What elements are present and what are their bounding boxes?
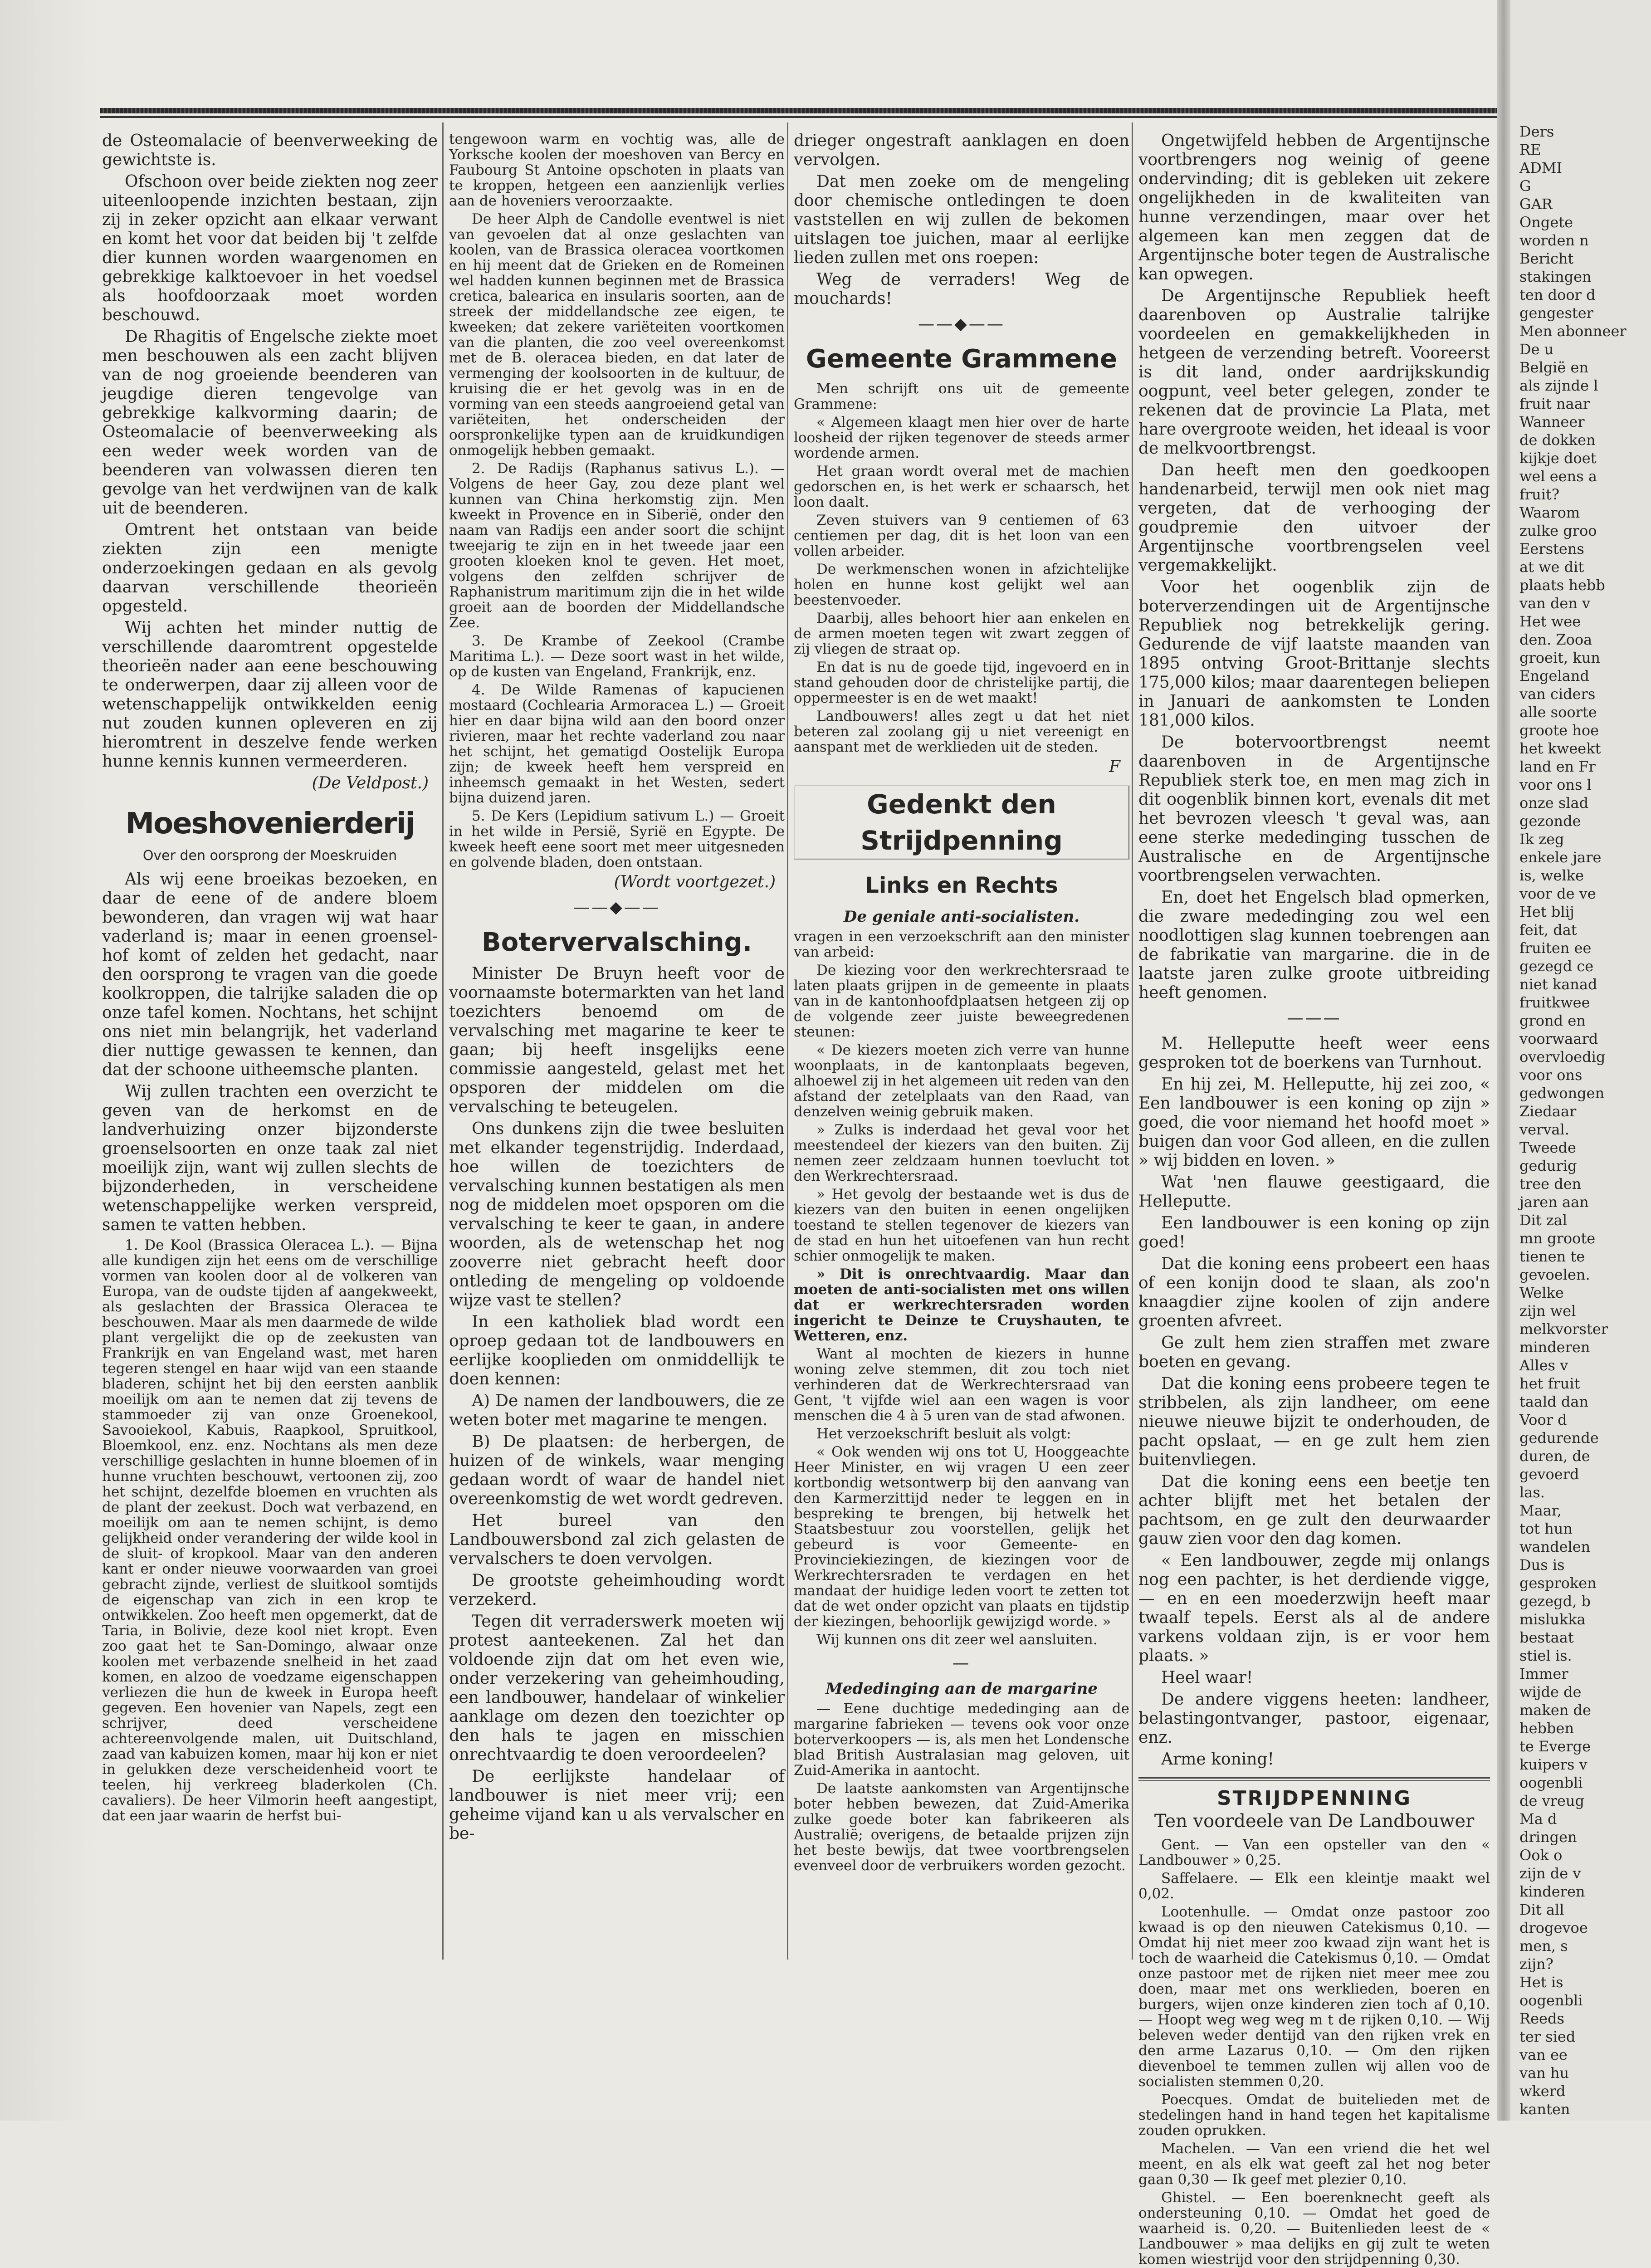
next-page-fragment: enkele jare <box>1519 849 1602 866</box>
column-divider <box>442 122 444 1960</box>
next-page-fragment: voor ons l <box>1519 776 1592 793</box>
next-page-fragment: alle soorte <box>1519 704 1597 721</box>
article-heading: Botervervalsching. <box>482 928 752 957</box>
paragraph: In een katholiek blad wordt een oproep gedaan tot de landbouwers en eerlijke kooplieden om onmiddellijk te doen kennen: <box>449 1313 785 1388</box>
page-spine <box>1497 0 1510 2121</box>
next-page-fragment: Ook o <box>1519 1847 1563 1864</box>
next-page-fragment: Welke <box>1519 1284 1564 1301</box>
donation-entry: Lootenhulle. — Omdat onze pastoor zoo kwaad is op den nieuwen Catekismus 0,10. — Omdat hij niet meer zoo kwaad zijn want het is toch de waarheid die Catekismus 0,10. — Omdat onze pastoor met de rijken niet meer mee zou doen, maar met ons werklieden, boeren en burgers, wijen onze kinderen zien toch af 0,10. — Hoopt weg weg weg m t de rijken 0,10. — Wij beleven weder dentijd van den rijken vrek en den arme Lazarus 0,10. — Om den rijken dievenboel te temmen zullen wij allen voo de socialisten stemmen 0,20. <box>1138 1904 1490 2090</box>
next-page-fragment: Immer <box>1519 1665 1568 1682</box>
paragraph: 5. De Kers (Lepidium sativum L.) — Groeit in het wilde in Persië, Syrië en Egypte. De kweek heeft eene soort met meer uitgesneden en golvende bladen, doen ontstaan. <box>449 808 785 870</box>
paragraph: De kiezing voor den werkrechtersraad te laten plaats grijpen in de gemeente in plaats van in de kantonhoofdplaatsen hetgeen zij op de volgende zeer juiste beweegredenen steunen: <box>794 962 1129 1040</box>
paragraph: En, doet het Engelsch blad opmerken, die zware mededinging zou wel een noodlottigen slag kunnen toebrengen aan de fabrikatie van margarine. die in de laatste jaren zulke groote uitbreiding heeft genomen. <box>1138 888 1490 1002</box>
next-page-fragment: zijn? <box>1519 1955 1553 1973</box>
separator: ——— <box>1287 1009 1342 1027</box>
article-heading: Links en Rechts <box>865 873 1058 898</box>
paragraph: Voor het oogenblik zijn de boterverzendingen uit de Argentijnsche Republiek nog betrekkelijk gering. Gedurende de vijf laatste maanden van 1895 ontving Groot-Brittanje slechts 175,000 kilos; maar daarentegen beliepen in Januari de aankomsten te Londen 181,000 kilos. <box>1138 578 1490 730</box>
next-page-fragment: land en Fr <box>1519 758 1596 775</box>
paragraph: « De kiezers moeten zich verre van hunne woonplaats, in de kantonplaats begeven, alhoewel zij in het algemeen uit reden van den afstand der zetelplaats van den Raad, van denzelven weinig gebruik maken. <box>794 1042 1129 1120</box>
next-page-fragment: Waarom <box>1519 504 1580 521</box>
next-page-fragment: ADMI <box>1519 159 1563 176</box>
paragraph: Als wij eene broeikas bezoeken, en daar de eene of de andere bloem bewonderen, dan vragen wij wat haar vaderland is; maar in eenen groensel-hof komt of zelden het gedacht, naar den oorsprong te vragen van die goede koolkroppen, die talrijke saladen die op onze tafel komen. Nochtans, het schijnt ons niet min belangrijk, het vaderland dier nuttige gewassen te kennen, dan dat der schoone uitheemsche planten. <box>102 870 438 1079</box>
next-page-fragment: RE <box>1519 141 1541 158</box>
donation-entry: Poecques. Omdat de buitelieden met de stedelingen hand in hand tegen het kapitalisme zouden oprukken. <box>1138 2092 1490 2139</box>
next-page-fragment: Ziedaar <box>1519 1103 1577 1120</box>
paragraph: « Algemeen klaagt men hier over de harte loosheid der rijken tegenover de steeds armer wordende armen. <box>794 414 1129 461</box>
next-page-fragment: plaats hebb <box>1519 577 1605 594</box>
next-page-fragment: Reeds <box>1519 2010 1564 2027</box>
paragraph: De grootste geheimhouding wordt verzekerd. <box>449 1571 785 1609</box>
next-page-fragment: Alles v <box>1519 1357 1568 1374</box>
top-rule-thin <box>100 116 1501 118</box>
paragraph: 3. De Krambe of Zeekool (Crambe Maritima L.). — Deze soort wast in het wilde, op de kusten van Engeland, Frankrijk, enz. <box>449 633 785 680</box>
next-page-fragment: de dokken <box>1519 431 1596 449</box>
paragraph: Dan heeft men den goedkoopen handenarbeid, terwijl men ook niet mag vergeten, dat de verhooging der goudpremie den uitvoer der Argentijnsche voortbrengselen veel vergemakkelijkt. <box>1138 461 1490 575</box>
next-page-fragment: gengester <box>1519 304 1593 322</box>
source-credit: (De Veldpost.) <box>312 774 429 792</box>
next-page-fragment: stakingen <box>1519 268 1592 285</box>
next-page-fragment: onze slad <box>1519 794 1589 811</box>
paragraph: Dat die koning eens probeere tegen te stribbelen, als zijn landheer, om eene nieuwe nieuwe bijzit te onderhouden, de pacht opslaat, — en ge zult hem zien buitenvliegen. <box>1138 1374 1490 1469</box>
next-page-fragment: Ma d <box>1519 1810 1557 1828</box>
next-page-fragment: tot hun <box>1519 1520 1573 1537</box>
next-page-fragment: Men abonneer <box>1519 323 1627 340</box>
next-page-fragment: zijn wel <box>1519 1302 1576 1320</box>
next-page-fragment: gezegd ce <box>1519 958 1594 975</box>
next-page-fragment: kinderen <box>1519 1883 1585 1900</box>
paragraph: Het verzoekschrift besluit als volgt: <box>816 1426 1071 1442</box>
next-page-fragment: jaren aan <box>1519 1193 1589 1211</box>
next-page-fragment: Engeland <box>1519 667 1589 684</box>
next-page-fragment: Ders <box>1519 123 1554 140</box>
column-divider <box>1132 122 1133 1960</box>
paragraph: Wij zullen trachten een overzicht te geven van de herkomst en de landverhuizing onzer bijzonderste groenselsoorten en onze taak zal niet moeilijk zijn, want wij zullen slechts de bijzonderheden, in verscheidene wetenschappelijke werken verspreid, samen te vatten hebben. <box>102 1082 438 1234</box>
next-page-fragment: kuipers v <box>1519 1756 1588 1773</box>
next-page-fragment: niet kanad <box>1519 976 1597 993</box>
paragraph: Dat die koning eens probeert een haas of een konijn dood te slaan, als zoo'n knaagdier zijne koolen of zijn andere groenten afvreet. <box>1138 1255 1490 1330</box>
next-page-fragment: De u <box>1519 341 1554 358</box>
next-page-fragment: mn groote <box>1519 1230 1596 1247</box>
next-page-edge <box>1510 0 1651 2121</box>
paragraph: De heer Alph de Candolle eventwel is niet van gevoelen dat al onze geslachten van koolen, van de Brassica oleracea voortkomen en hij meent dat de Grieken en de Romeinen wel hadden kunnen beginnen met de Brassica cretica, balearica en insularis soorten, aan de streek der middellandsche zee eigen, te kweeken; dat zekere variëteiten voortkomen van die planten, die zoo veel overeenkomst met de B. oleracea bieden, en dat later de vermenging der koolsoorten in de kultuur, de kruising die er het gevolg was in en de vorming van een steeds aangroeiend getal van variëteiten, het onderscheiden der oorspronkelijke typen aan de kruidkundigen onmogelijk hebben gemaakt. <box>449 211 785 459</box>
column-4 <box>1138 132 1490 2268</box>
paragraph: Dat die koning eens een beetje ten achter blijft met het betalen der pachtsom, en ge zult den deurwaarder gauw zien voor den dag komen. <box>1138 1472 1490 1548</box>
paragraph: Men schrijft ons uit de gemeente Grammene: <box>794 381 1129 412</box>
column-3 <box>794 132 1129 1876</box>
next-page-fragment: gevoerd <box>1519 1466 1579 1483</box>
paragraph: » Zulks is inderdaad het geval voor het meestendeel der kiezers van den buiten. Zij nemen zeer zeldzaam hunnen toevlucht tot den Werkrechtersraad. <box>794 1122 1129 1184</box>
next-page-fragment: als zijnde l <box>1519 377 1598 394</box>
next-page-fragment: kijkje doet <box>1519 450 1597 467</box>
next-page-fragment: Het wee <box>1519 613 1581 630</box>
next-page-fragment: Dus is <box>1519 1556 1565 1574</box>
paragraph: » Dit is onrechtvaardig. Maar dan moeten de anti-socialisten met ons willen dat er werkrechtersraden worden ingericht te Deinze te Cruyshauten, te Wetteren, enz. <box>794 1266 1129 1344</box>
next-page-fragment: GAR <box>1519 196 1553 213</box>
paragraph: Daarbij, alles behoort hier aan enkelen en de armen moeten tegen wit zwart zeggen of zij vliegen de straat op. <box>794 610 1129 657</box>
column-1 <box>102 132 438 1826</box>
article-subheading: Mededinging aan de margarine <box>826 1680 1098 1698</box>
next-page-fragment: gedwongen <box>1519 1085 1605 1102</box>
next-page-fragment: fruitkwee <box>1519 994 1590 1011</box>
next-page-fragment: men, s <box>1519 1937 1568 1955</box>
donation-entry: Saffelaere. — Elk een kleintje maakt wel 0,02. <box>1138 1870 1490 1902</box>
column-divider <box>787 122 788 1960</box>
next-page-fragment: gedurende <box>1519 1429 1599 1447</box>
paragraph: De laatste aankomsten van Argentijnsche boter hebben bewezen, dat Zuid-Amerika zulke goede boter kan fabrikeeren als Australië; overigens, de betaalde prijzen zijn het beste bewijs, dat twee voortbrengselen evenveel door de verbruikers worden gezocht. <box>794 1780 1129 1874</box>
next-page-fragment: verval. <box>1519 1121 1569 1138</box>
next-page-fragment: Voor d <box>1519 1411 1567 1428</box>
next-page-fragment: gesproken <box>1519 1574 1597 1592</box>
paragraph: Want al mochten de kiezers in hunne woning zelve stemmen, dit zou toch niet verhinderen dat de Werkrechtersraad van Gent, 't vijfde wiel aan een wagen is voor menschen die 4 à 5 uren van de stad afwonen. <box>794 1346 1129 1424</box>
next-page-fragment: fruit naar <box>1519 395 1590 412</box>
next-page-fragment: voor ons <box>1519 1066 1583 1084</box>
next-page-fragment: duren, de <box>1519 1447 1590 1465</box>
next-page-fragment: Eerstens <box>1519 540 1584 557</box>
paragraph: A) De namen der landbouwers, die ze weten boter met magarine te mengen. <box>449 1392 785 1429</box>
paragraph: De eerlijkste handelaar of landbouwer is niet meer vrij; een geheime vijand kan u als vervalscher en be- <box>449 1767 785 1843</box>
next-page-fragment: België en <box>1519 359 1589 376</box>
paragraph: Een landbouwer is een koning op zijn goed! <box>1138 1214 1490 1251</box>
paragraph: Ons dunkens zijn die twee besluiten met elkander tegenstrijdig. Inderdaad, hoe willen de toezichters de vervalsching kunnen bestatigen als men nog de middelen moet opsporen om die vervalsching te keer te gaan, in andere woorden, als de wetenschap het nog zooverre niet gebracht heeft door ontleding de mengeling op voldoende wijze vast te stellen? <box>449 1119 785 1310</box>
paragraph: Dat men zoeke om de mengeling door chemische ontledingen te doen vaststellen en wij zullen de bekomen uitslagen toe juichen, maar al eerlijke lieden zullen met ons roepen: <box>794 172 1129 267</box>
next-page-fragment: ter sied <box>1519 2028 1576 2045</box>
section-divider <box>1138 1777 1490 1781</box>
next-page-fragment: gedurig <box>1519 1157 1577 1174</box>
next-page-fragment: het fruit <box>1519 1375 1580 1392</box>
separator: ——◆—— <box>918 315 1005 333</box>
next-page-fragment: het kweekt <box>1519 740 1601 757</box>
next-page-fragment: van den v <box>1519 595 1591 612</box>
paragraph: de Osteomalacie of beenverweeking de gewichtste is. <box>102 132 438 169</box>
signature: F <box>1109 758 1120 776</box>
separator: — <box>952 1654 971 1672</box>
paragraph: De werkmenschen wonen in afzichtelijke holen en hunne kost gelijkt wel aan beestenvoeder. <box>794 561 1129 608</box>
next-page-fragment: voorwaard <box>1519 1030 1598 1047</box>
next-page-fragment: Ik zeg <box>1519 831 1564 848</box>
next-page-fragment: at we dit <box>1519 558 1584 576</box>
article-heading: Moeshovenierderij <box>125 807 415 841</box>
paragraph: Wij achten het minder nuttig de verschillende daaromtrent opgestelde theorieën nader aan eene beschouwing te onderwerpen, daar zij alleen voor de wetenschappelijk ontwikkelden eenig nut zouden kunnen opleveren en zij hieromtrent in deszelve fende werken hunne kennis kunnen vermeerderen. <box>102 619 438 771</box>
next-page-fragment: Ongete <box>1519 214 1573 231</box>
donation-entry: Machelen. — Van een vriend die het wel meent, en als elk wat geeft zal het nog beter gaan 0,30 — Ik geef met plezier 0,10. <box>1138 2141 1490 2188</box>
next-page-fragment: stiel is. <box>1519 1647 1572 1664</box>
top-rule <box>100 108 1501 113</box>
next-page-fragment: zijn de v <box>1519 1865 1581 1882</box>
paragraph: De botervoortbrengst neemt daarenboven in de Argentijnsche Republiek sterk toe, en men mag zich in dit oogenblik binnen kort, evenals dit met het bevrozen vleesch 't geval was, aan eene sterke mededinging tusschen de Australische en de Argentijnsche voortbrengselen verwachten. <box>1138 733 1490 885</box>
paragraph: De Argentijnsche Republiek heeft daarenboven op Australie talrijke voordeelen en gemakkelijkheden in hetgeen de verzending betreft. Vooreerst is dit land, onder aardrijkskundig oogpunt, veel beter gelegen, zonder te rekenen dat de provincie La Plata, met hare overgroote weiden, het ideaal is voor de melkvoortbrengst. <box>1138 287 1490 458</box>
strijdpenning-title: STRIJDPENNING <box>1216 1787 1412 1810</box>
next-page-fragment: wijde de <box>1519 1683 1582 1701</box>
next-page-fragment: gezonde <box>1519 812 1581 830</box>
paragraph: Tegen dit verraderswerk moeten wij protest aanteekenen. Zal het dan voldoende zijn dat om het even wie, onder verzekering van geheimhouding, een landbouwer, handelaar of winkelier aanklage om dezen den toezichter op den hals te jagen en misschien onrechtvaardig te doen veroordeelen? <box>449 1612 785 1764</box>
paragraph: Minister De Bruyn heeft voor de voornaamste botermarkten van het land toezichters benoemd om de vervalsching met magarine te keer te gaan; bij heeft insgelijks eene commissie aangesteld, gelast met het opsporen der middelen om die vervalsching te beteugelen. <box>449 964 785 1116</box>
next-page-fragment: dringen <box>1519 1828 1577 1846</box>
next-page-fragment: taald dan <box>1519 1393 1589 1410</box>
paragraph: Landbouwers! alles zegt u dat het niet beteren zal zoolang gij u niet vereenigt en aanspant met de werklieden uit de steden. <box>794 708 1129 755</box>
next-page-fragment: grond en <box>1519 1012 1586 1029</box>
paragraph: Ongetwijfeld hebben de Argentijnsche voortbrengers nog weinig of geene ondervinding; dit is gebleken uit zekere ongelijkheden in de kwaliteiten van hunne verzendingen, maar over het algemeen kan men zeggen dat de Argentijnsche boter tegen de Australische kan opwegen. <box>1138 132 1490 284</box>
paragraph: Heel waar! <box>1161 1668 1253 1687</box>
next-page-fragment: overvloedig <box>1519 1048 1606 1066</box>
next-page-fragment: G <box>1519 177 1531 195</box>
next-page-fragment: Dit all <box>1519 1901 1564 1918</box>
next-page-fragment: tienen te <box>1519 1248 1585 1265</box>
next-page-fragment: Wanneer <box>1519 413 1585 430</box>
paragraph: drieger ongestraft aanklagen en doen vervolgen. <box>794 132 1129 169</box>
article-heading: Gemeente Grammene <box>806 344 1118 374</box>
article-subheading: De geniale anti-socialisten. <box>843 908 1080 926</box>
article-subheading: Over den oorsprong der Moeskruiden <box>142 848 397 864</box>
next-page-fragment: Maar, <box>1519 1502 1562 1519</box>
paragraph: Wat 'nen flauwe geestigaard, die Helleputte. <box>1138 1173 1490 1211</box>
next-page-fragment: kanten <box>1519 2101 1570 2118</box>
next-page-fragment: oogenbli <box>1519 1774 1583 1791</box>
donation-entry: Ghistel. — Een boerenknecht geeft als ondersteuning 0,10. — Omdat het goed de waarheid is. 0,20. — Buitenlieden leest de « Landbouwer » maa delijks en gij zult te weten komen wiestrijd voor den strijdpenning 0,30. <box>1138 2190 1490 2268</box>
paragraph: Omtrent het ontstaan van beide ziekten zijn een menigte onderzoekingen gedaan en als gevolg daarvan verschillende theorieën opgesteld. <box>102 521 438 616</box>
next-page-fragment: ten door d <box>1519 286 1596 303</box>
next-page-fragment: groote hoe <box>1519 722 1599 739</box>
next-page-fragment: oogenbli <box>1519 1992 1583 2009</box>
next-page-fragment: melkvorster <box>1519 1320 1608 1338</box>
next-page-fragment: gezegd, b <box>1519 1593 1591 1610</box>
next-page-fragment: gevoelen. <box>1519 1266 1590 1283</box>
next-page-fragment: hebben <box>1519 1720 1574 1737</box>
next-page-fragment: van ee <box>1519 2046 1568 2063</box>
column-2 <box>449 132 785 1846</box>
next-page-fragment: Bericht <box>1519 250 1574 267</box>
next-page-fragment: tree den <box>1519 1175 1582 1193</box>
next-page-fragment: van hu <box>1519 2064 1569 2082</box>
separator: ——◆—— <box>573 898 660 917</box>
paragraph: Arme koning! <box>1161 1750 1274 1769</box>
paragraph: Wij kunnen ons dit zeer wel aansluiten. <box>816 1632 1098 1648</box>
paragraph: — Eene duchtige mededinging aan de margarine fabrieken — tevens ook voor onze boterverkoopers — is, als men het Londensche blad British Australasian mag geloven, uit Zuid-Amerika in aantocht. <box>794 1701 1129 1779</box>
next-page-fragment: minderen <box>1519 1339 1590 1356</box>
next-page-fragment: fruiten ee <box>1519 939 1592 957</box>
paragraph: vragen in een verzoekschrift aan den minister van arbeid: <box>794 929 1129 960</box>
paragraph: « Ook wenden wij ons tot U, Hooggeachte Heer Minister, en wij vragen U een zeer kortbondig wetsontwerp bij den aanvang van den Karmerzittijd neder te leggen en in bespreking te brengen, bij hetwelk het Staatsbestuur zou voorstellen, gelijk het gebeurd is voor Gemeente- en Provinciekiezingen, de kiezingen voor de Werkrechtersraden te verdagen en het mandaat der huidige leden voort te zetten tot dat de wet onder opzicht van plaats en tijdstip der kiezingen, behoorlijk gewijzigd worde. » <box>794 1444 1129 1630</box>
next-page-fragment: worden n <box>1519 232 1589 249</box>
paragraph: « Een landbouwer, zegde mij onlangs nog een pachter, is het derdiende vigge, — en en een moederzwijn heeft maar twaalf tepels. Eerst als al de andere varkens voldaan zijn, is er voor hem plaats. » <box>1138 1551 1490 1665</box>
paragraph: De Rhagitis of Engelsche ziekte moet men beschouwen als een zacht blijven van de nog groeiende beenderen van jeugdige dieren tengevolge van gebrekkige kalkvorming daarin; de Osteomalacie of beenverweeking als een weder week worden van de beenderen van volwassen dieren ten gevolge van het verdwijnen van de kalk uit de beenderen. <box>102 327 438 518</box>
next-page-fragment: bestaat <box>1519 1629 1574 1646</box>
paragraph: Het bureel van den Landbouwersbond zal zich gelasten de vervalschers te doen vervolgen. <box>449 1511 785 1568</box>
paragraph: De andere viggens heeten: landheer, belastingontvanger, pastoor, eigenaar, enz. <box>1138 1690 1490 1747</box>
next-page-fragment: wandelen <box>1519 1538 1591 1555</box>
next-page-fragment: van ciders <box>1519 685 1596 703</box>
paragraph: B) De plaatsen: de herbergen, de huizen of de winkels, waar menging gedaan wordt of waar de handel niet overeenkomstig de wet wordt gedreven. <box>449 1432 785 1508</box>
next-page-fragment: drogevoe <box>1519 1919 1588 1936</box>
next-page-fragment: Het is <box>1519 1974 1563 1991</box>
paragraph: En dat is nu de goede tijd, ingevoerd en in stand gehouden door de christelijke partij, die oppermeester is en de wet maakt! <box>794 659 1129 706</box>
paragraph: Ge zult hem zien straffen met zware boeten en gevang. <box>1138 1334 1490 1371</box>
paragraph: M. Helleputte heeft weer eens gesproken tot de boerkens van Turnhout. <box>1138 1034 1490 1072</box>
next-page-fragment: wel eens a <box>1519 468 1597 485</box>
next-page-fragment: zulke groo <box>1519 522 1597 539</box>
donation-entry: Gent. — Van een opsteller van den « Landbouwer » 0,25. <box>1138 1837 1490 1868</box>
paragraph: Het graan wordt overal met de machien gedorschen en, is het werk er schaarsch, het loon daalt. <box>794 463 1129 510</box>
paragraph: 4. De Wilde Ramenas of kapucienen mostaard (Cochlearia Armoracea L.) — Groeit hier en daar bijna wild aan den boord onzer rivieren, maar het rechte vaderland zou naar het schijnt, het gematigd Oostelijk Europa zijn; de kweek heeft hem verspreid en inheemsch gemaakt in het Westen, sedert bijna duizend jaren. <box>449 682 785 806</box>
paragraph: 1. De Kool (Brassica Oleracea L.). — Bijna alle kundigen zijn het eens om de verschillige vormen van koolen door al de volkeren van Europa, van de oudste tijden af aangekweekt, als geslachten der Brassica Oleracea te beschouwen. Maar als men daarmede de wilde plant vergelijkt die op de zeekusten van Frankrijk en van Engeland wast, met haren tegeren stengel en haar wijd van een staande bladeren, schijnt het bij den eersten aanblik moeilijk om aan te nemen dat zij tevens de stammoeder zij van onze Groenekool, Savooiekool, Kabuis, Raapkool, Spruitkool, Bloemkool, enz. enz. Nochtans als men deze verschillige geslachten in hunne bloemen of in hunne vruchten beschouwt, vertoonen zij, zoo het schijnt, dezelfde bloemen en vruchten als de plant der zeekust. Doch wat verbazend, en moeilijk om aan te nemen schijnt, is demo gelijkheid onder verandering der wilde kool in de sluit- of kropkool. Maar van den anderen kant er onder nieuwe voorwaarden van groei gebracht zijnde, verliest de sluitkool somtijds de eigenschap van zich in een krop te ontwikkelen. Zoo heeft men opgemerkt, dat de Taria, in Bolivie, deze kool niet kropt. Even zoo gaat het te San-Domingo, alwaar onze koolen met verbazende snelheid in het zaad komen, en alzoo de voedzame eigenschappen verliezen die hun de kweek in Europa heeft gegeven. Een hovenier van Napels, zegt een schrijver, deed verscheidene achtereenvolgende malen, uit Duitschland, zaad van kabuizen komen, maar hij kon er niet in gelukken deze verscheidenheid voort te teelen, hij verkreeg bladerkolen (Ch. cavaliers). De heer Vilmorin heeft aangestipt, dat een jaar waarin de herfst bui- <box>102 1237 438 1824</box>
paragraph: Ofschoon over beide ziekten nog zeer uiteenloopende inzichten bestaan, zijn zij in zeker opzicht aan elkaar verwant en komt het voor dat beiden bij 't zelfde dier kunnen worden waargenomen en gebrekkige kalktoevoer in het voedsel als hoofdoorzaak moet worden beschouwd. <box>102 172 438 324</box>
source-credit: (Wordt voortgezet.) <box>614 873 776 891</box>
next-page-fragment: den. Zooa <box>1519 631 1592 648</box>
strijdpenning-subtitle: Ten voordeele van De Landbouwer <box>1154 1811 1475 1832</box>
paragraph: tengewoon warm en vochtig was, alle de Yorksche koolen der moeshoven van Bercy en Faubourg St Antoine opschoten in plaats van te kroppen, hetgeen een aanzienlijk verlies aan de hoveniers veroorzaakte. <box>449 131 785 209</box>
next-page-fragments <box>1519 122 1651 2118</box>
next-page-fragment: groeit, kun <box>1519 649 1601 666</box>
next-page-fragment: voor de ve <box>1519 885 1596 902</box>
paragraph: » Het gevolg der bestaande wet is dus de kiezers van den buiten in eenen ongelijken toestand te stellen tegenover de kiezers van de stad en hun het uitoefenen van hun recht schier onmogelijk te maken. <box>794 1186 1129 1264</box>
boxed-heading: Gedenkt den Strijdpenning <box>794 785 1129 860</box>
next-page-fragment: Het blij <box>1519 903 1574 920</box>
paragraph: Weg de verraders! Weg de mouchards! <box>794 270 1129 308</box>
next-page-fragment: Tweede <box>1519 1139 1576 1156</box>
next-page-fragment: feit, dat <box>1519 921 1577 938</box>
next-page-fragment: wkerd <box>1519 2082 1566 2100</box>
paragraph: En hij zei, M. Helleputte, hij zei zoo, « Een landbouwer is een koning op zijn » goed, die voor niemand het hoofd moet » buigen dan voor God alleen, en die zullen » wij bidden en loven. » <box>1138 1075 1490 1170</box>
next-page-fragment: Dit zal <box>1519 1212 1568 1229</box>
next-page-fragment: maken de <box>1519 1701 1591 1719</box>
next-page-fragment: de vreug <box>1519 1792 1584 1809</box>
next-page-fragment: te Everge <box>1519 1738 1591 1755</box>
paragraph: Zeven stuivers van 9 centiemen of 63 centiemen per dag, dit is het loon van een vollen arbeider. <box>794 512 1129 559</box>
next-page-fragment: mislukka <box>1519 1611 1586 1628</box>
paragraph: 2. De Radijs (Raphanus sativus L.). — Volgens de heer Gay, zou deze plant wel kunnen van China herkomstig zijn. Men kweekt in Provence en in Siberië, onder den naam van Radijs een ander soort die schijnt tweejarig te zijn en in het tweede jaar een grooten kloeken knol te geven. Het moet, volgens den zelfden schrijver de Raphanistrum maritimum zijn die in het wilde groeit aan de boorden der Middellandsche Zee. <box>449 460 785 631</box>
next-page-fragment: is, welke <box>1519 867 1584 884</box>
next-page-fragment: las. <box>1519 1484 1545 1501</box>
next-page-fragment: fruit? <box>1519 486 1559 503</box>
